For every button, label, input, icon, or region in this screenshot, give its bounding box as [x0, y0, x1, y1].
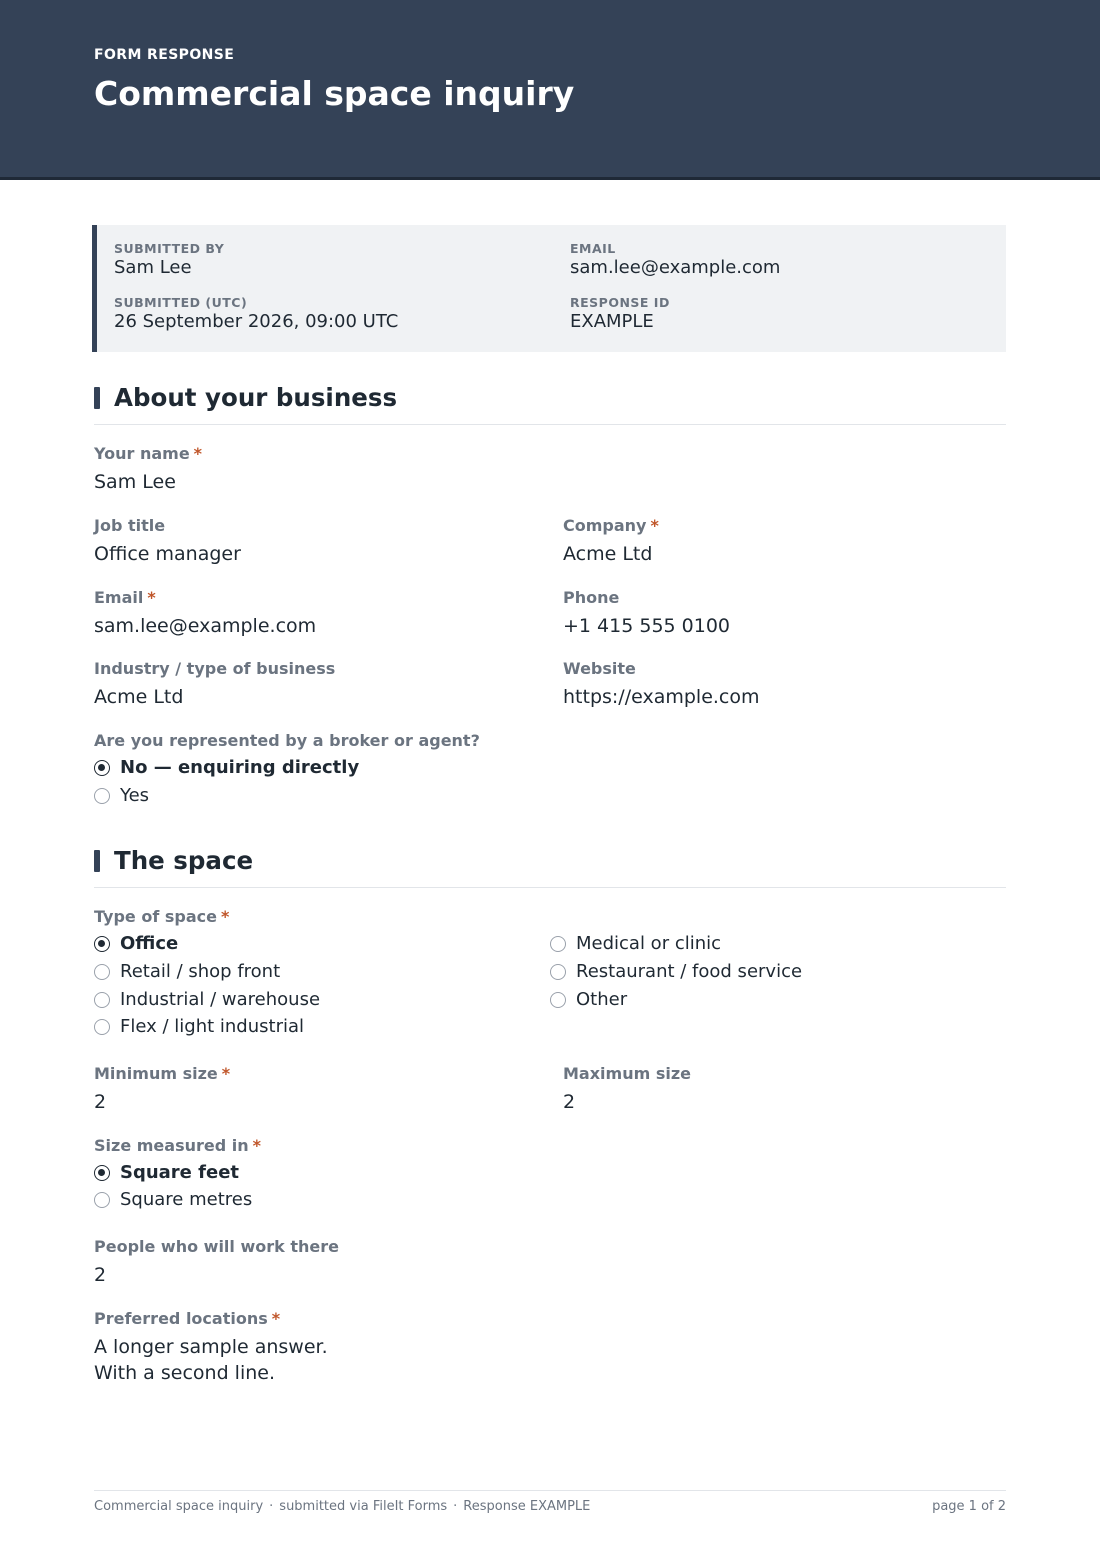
radio-selected-icon [94, 1165, 110, 1181]
field-people [94, 1237, 339, 1288]
radio-unselected-icon [550, 992, 566, 1008]
meta-email-label: EMAIL [570, 241, 616, 256]
required-marker: * [147, 588, 156, 607]
field-value: Sam Lee [94, 471, 176, 493]
meta-response-id [570, 295, 670, 333]
field-value [94, 1334, 328, 1386]
field-broker [94, 731, 480, 751]
radio-option-label: Flex / light industrial [120, 1016, 304, 1037]
page-title: Commercial space inquiry [94, 74, 575, 113]
field-website [563, 659, 760, 710]
field-label: Company * [563, 516, 659, 535]
required-marker: * [252, 1136, 261, 1155]
radio-selected-icon [94, 936, 110, 952]
radio-unselected-icon [550, 936, 566, 952]
footer-form-name: Commercial space inquiry [94, 1499, 264, 1514]
field-job-title [94, 516, 241, 567]
radio-unselected-icon [94, 1192, 110, 1208]
meta-email [570, 241, 780, 279]
page-number: page 1 of 2 [932, 1499, 1006, 1514]
radio-option-label: Restaurant / food service [576, 961, 803, 982]
field-value: 2 [94, 1264, 107, 1286]
radio-unselected-icon [94, 1019, 110, 1035]
field-value: Acme Ltd [94, 686, 184, 708]
field-value-line: A longer sample answer. [94, 1336, 328, 1358]
field-label: Your name * [94, 444, 203, 463]
meta-submitted-by-label: SUBMITTED BY [114, 241, 225, 256]
submission-meta-panel [92, 225, 1006, 352]
field-phone [563, 588, 730, 639]
field-value: https://example.com [563, 686, 760, 708]
meta-response-id-label: RESPONSE ID [570, 295, 670, 310]
field-email [94, 588, 316, 639]
radio-option-label: Medical or clinic [576, 933, 722, 954]
section-title: The space [114, 846, 254, 875]
meta-submitted-utc-label: SUBMITTED (UTC) [114, 295, 248, 310]
field-maximum-size [563, 1064, 691, 1115]
field-label: Website [563, 659, 636, 678]
field-minimum-size [94, 1064, 230, 1115]
field-company [563, 516, 659, 567]
radio-unselected-icon [94, 788, 110, 804]
required-marker: * [193, 444, 203, 463]
field-value: sam.lee@example.com [94, 615, 317, 637]
radio-option-label: No — enquiring directly [120, 757, 360, 778]
radio-option-label: Industrial / warehouse [120, 989, 321, 1010]
section-accent-bar [94, 387, 100, 409]
meta-response-id-value: EXAMPLE [570, 311, 654, 332]
section-title: About your business [114, 383, 398, 412]
required-marker: * [221, 1064, 231, 1083]
footer-separator: · [453, 1499, 458, 1514]
field-your-name [94, 444, 202, 495]
radio-unselected-icon [94, 992, 110, 1008]
field-label: Email * [94, 588, 156, 607]
radio-unselected-icon [550, 964, 566, 980]
meta-submitted-by [114, 241, 224, 279]
radio-option-label: Other [576, 989, 628, 1010]
field-label: People who will work there [94, 1237, 339, 1256]
field-label: Maximum size [563, 1064, 691, 1083]
field-label: Phone [563, 588, 620, 607]
radio-option-label: Square feet [120, 1162, 240, 1183]
page-header [0, 0, 1100, 180]
meta-email-value: sam.lee@example.com [570, 257, 781, 278]
radio-option-label: Square metres [120, 1189, 253, 1210]
footer-submitted-via: submitted via FileIt Forms [279, 1499, 448, 1514]
required-marker: * [220, 907, 230, 926]
field-value: +1 415 555 0100 [563, 615, 731, 637]
meta-submitted-by-value: Sam Lee [114, 257, 192, 278]
header-eyebrow: FORM RESPONSE [94, 47, 235, 63]
field-label: Type of space * [94, 907, 230, 926]
footer-info [94, 1499, 590, 1514]
radio-option-label: Yes [120, 785, 150, 806]
field-value: Acme Ltd [563, 543, 653, 565]
field-type-of-space [94, 907, 229, 927]
radio-selected-icon [94, 760, 110, 776]
radio-unselected-icon [94, 964, 110, 980]
field-size-unit [94, 1136, 261, 1156]
field-label: Preferred locations * [94, 1309, 281, 1328]
required-marker: * [271, 1309, 281, 1328]
field-value: Office manager [94, 543, 241, 565]
field-value: 2 [94, 1091, 107, 1113]
required-marker: * [650, 516, 659, 535]
page-footer [94, 1490, 1006, 1520]
section-about-business-header [94, 385, 1006, 425]
field-label: Industry / type of business [94, 659, 336, 678]
radio-option-label: Retail / shop front [120, 961, 281, 982]
field-value-line: With a second line. [94, 1362, 275, 1384]
field-industry [94, 659, 335, 710]
field-preferred-locations [94, 1309, 328, 1386]
footer-separator: · [269, 1499, 274, 1514]
radio-option-label: Office [120, 933, 179, 954]
section-accent-bar [94, 850, 100, 872]
meta-submitted-utc-value: 26 September 2026, 09:00 UTC [114, 311, 399, 332]
field-value: 2 [563, 1091, 576, 1113]
field-label: Are you represented by a broker or agent? [94, 731, 480, 750]
meta-submitted-utc [114, 295, 398, 333]
field-label: Minimum size * [94, 1064, 231, 1083]
footer-response: Response EXAMPLE [463, 1499, 591, 1514]
field-label: Job title [94, 516, 166, 535]
field-label: Size measured in * [94, 1136, 261, 1155]
section-the-space-header [94, 848, 1006, 888]
